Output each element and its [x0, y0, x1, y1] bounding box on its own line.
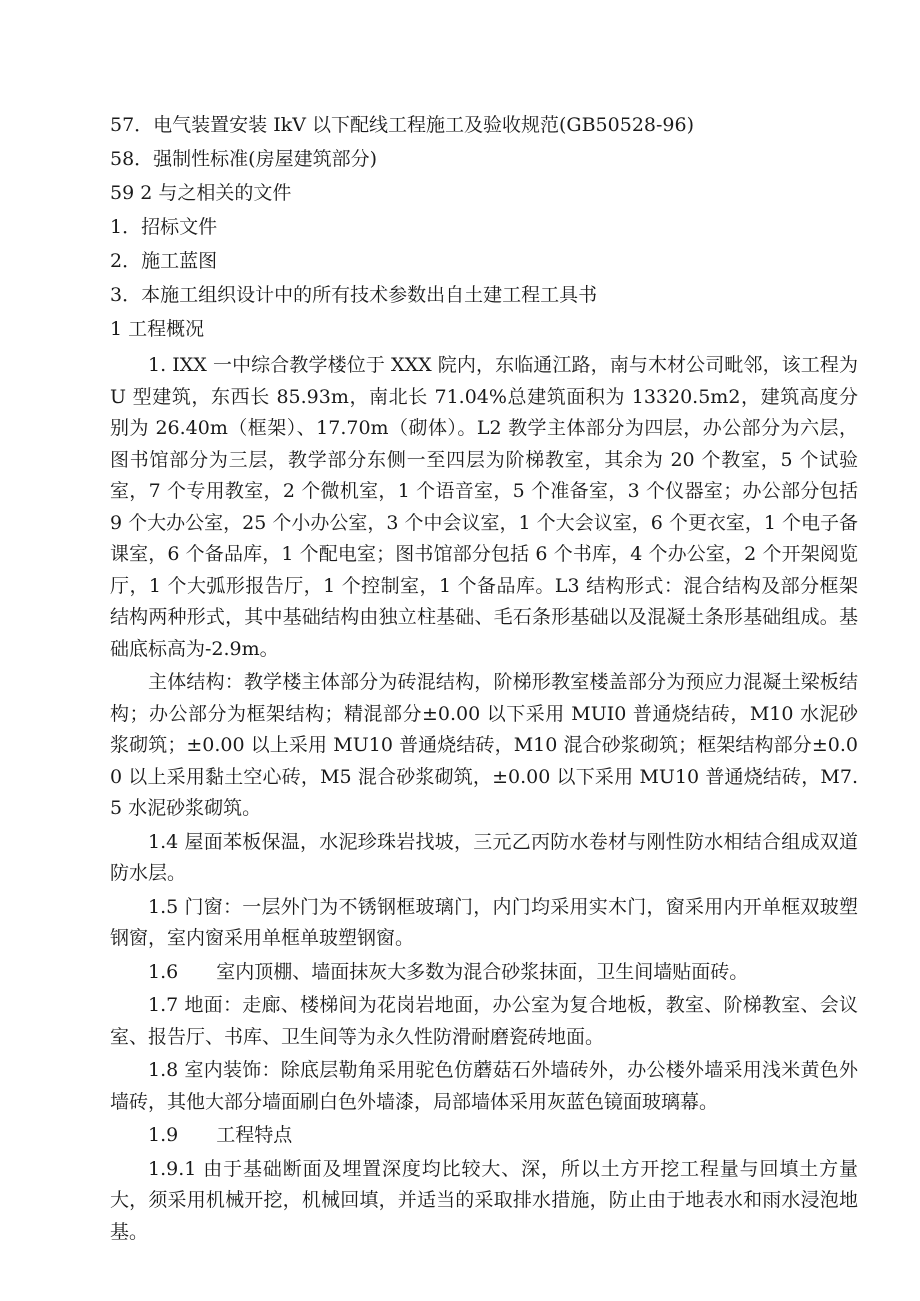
paragraph-roof: 1.4 屋面苯板保温，水泥珍珠岩找坡，三元乙丙防水卷材与刚性防水相结合组成双道防水层。 [110, 830, 858, 884]
paragraph-feature-1: 1.9.1 由于基础断面及埋置深度均比较大、深，所以土方开挖工程量与回填土方量大，须采用机械开挖，机械回填，并适当的采取排水措施，防止由于地表水和雨水浸泡地基。 [110, 1157, 858, 1243]
paragraph-main-structure: 主体结构：教学楼主体部分为砖混结构，阶梯形教室楼盖部分为预应力混凝土梁板结构；办公部分为框架结构；精混部分±0.00 以下采用 MUI0 普通烧结砖，M10 水泥砂浆砌筑；±0.00 以上采用 MU10 普通烧结砖，M10 混合砂浆砌筑；框架结构部分±0.00 以上采用黏土空心砖，M5 混合砂浆砌筑，±0.00 以下采用 MU10 普通烧结砖，M7.5 水泥砂浆砌筑。 [110, 671, 858, 819]
section-title: 1 工程概况 [110, 318, 205, 340]
paragraph-project-features-heading: 1.9 工程特点 [148, 1124, 293, 1146]
related-file-1: 1．招标文件 [110, 216, 218, 238]
related-file-2: 2．施工蓝图 [110, 250, 218, 272]
paragraph-floors: 1.7 地面：走廊、楼梯间为花岗岩地面，办公室为复合地板，教室、阶梯教室、会议室、报告厅、书库、卫生间等为永久性防滑耐磨瓷砖地面。 [110, 994, 858, 1048]
paragraph-project-overview: 1. IXX 一中综合教学楼位于 XXX 院内，东临通江路，南与木材公司毗邻，该工程为 U 型建筑，东西长 85.93m，南北长 71.04%总建筑面积为 13320.5m2，建筑高度分别为 26.40m（框架）、17.70m（砌体）。L2 教学主体部分为四层，办公部分为六层，图书馆部分为三层，教学部分东侧一至四层为阶梯教室，其余为 20 个教室，5 个试验室，7 个专用教室，2 个微机室，1 个语音室，5 个准备室，3 个仪器室；办公部分包括 9 个大办公室，25 个小办公室，3 个中会议室，1 个大会议室，6 个更衣室，1 个电子备课室，6 个备品库，1 个配电室；图书馆部分包括 6 个书库，4 个办公室，2 个开架阅览厅，1 个大弧形报告厅，1 个控制室，1 个备品库。L3 结构形式：混合结构及部分框架结构两种形式，其中基础结构由独立柱基础、毛石条形基础以及混凝土条形基础组成。基础底标高为-2.9m。 [110, 354, 858, 660]
paragraph-ceiling-walls: 1.6 室内顶棚、墙面抹灰大多数为混合砂浆抹面，卫生间墙贴面砖。 [148, 960, 749, 983]
document-body [110, 108, 858, 1250]
related-file-3: 3．本施工组织设计中的所有技术参数出自土建工程工具书 [110, 284, 598, 306]
reference-item-57: 57．电气装置安装 IkV 以下配线工程施工及验收规范(GB50528-96) [110, 114, 695, 136]
paragraph-doors-windows: 1.5 门窗：一层外门为不锈钢框玻璃门，内门均采用实木门，窗采用内开单框双玻塑钢窗，室内窗采用单框单玻塑钢窗。 [110, 895, 858, 949]
paragraph-interior-decoration: 1.8 室内装饰：除底层勒角采用驼色仿蘑菇石外墙砖外，办公楼外墙采用浅米黄色外墙砖，其他大部分墙面刷白色外墙漆，局部墙体采用灰蓝色镜面玻璃幕。 [110, 1059, 858, 1113]
reference-item-58: 58．强制性标准(房屋建筑部分) [110, 148, 378, 170]
reference-heading-related-files: 59 2 与之相关的文件 [110, 182, 292, 204]
